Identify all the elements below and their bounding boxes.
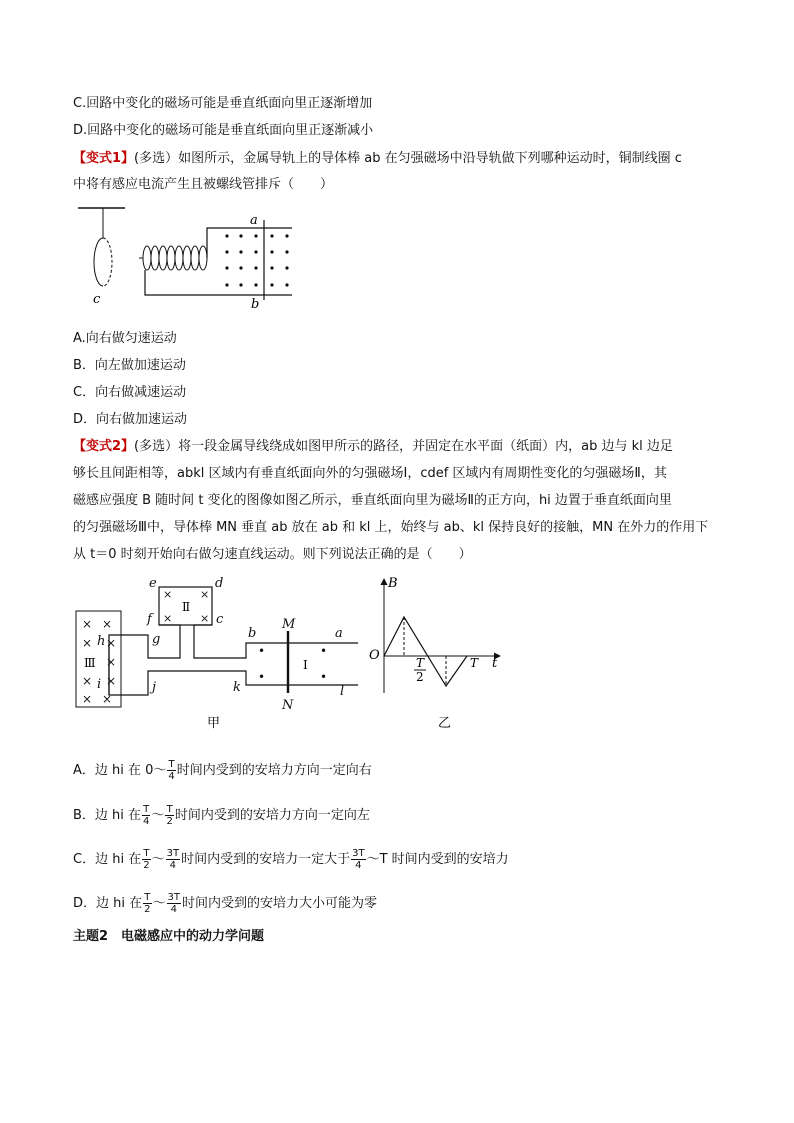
figure-yi <box>364 573 504 733</box>
svg-text:×: × <box>82 617 93 631</box>
wire-right-top <box>194 625 358 658</box>
caption-jia: 甲 <box>207 716 221 731</box>
variant2-option-a: A．边 hi 在 0～ $\frac{T}{4}$ 时间内受到的安培力方向一定向右 <box>73 759 372 782</box>
region3-label: Ⅲ <box>84 656 96 670</box>
svg-text:b: b <box>248 626 257 641</box>
solenoid <box>139 246 207 270</box>
svg-text:a: a <box>335 626 343 641</box>
variant2-text1: (多选）将一段金属导线绕成如图甲所示的路径，并固定在水平面（纸面）内，ab 边与 kl 边足 <box>134 439 673 454</box>
svg-text:c: c <box>216 612 224 627</box>
section-heading: 主题2 电磁感应中的动力学问题 <box>73 929 265 944</box>
svg-text:•: • <box>320 670 328 684</box>
label-b: b <box>251 297 260 310</box>
svg-text:×: × <box>106 636 117 650</box>
variant1-text1: (多选）如图所示，金属导轨上的导体棒 ab 在匀强磁场中沿导轨做下列哪种运动时，铜制线圈 c <box>134 151 682 166</box>
region1-label: Ⅰ <box>303 658 308 672</box>
svg-text:×: × <box>82 674 93 688</box>
jia-labels <box>97 576 344 713</box>
variant2-tag: 【变式2】 <box>73 439 135 454</box>
svg-text:d: d <box>215 576 224 591</box>
svg-text:×: × <box>163 588 173 601</box>
svg-text:k: k <box>233 680 241 695</box>
svg-text:•: • <box>258 644 266 658</box>
field-dots <box>225 234 288 286</box>
variant1-option-c: C．向右做减速运动 <box>73 385 187 400</box>
coil-c-front <box>94 238 103 286</box>
svg-text:×: × <box>82 692 93 706</box>
variant1-option-a: A.向右做匀速运动 <box>73 331 177 346</box>
label-c: c <box>93 292 101 307</box>
svg-text:•: • <box>320 644 328 658</box>
label-a: a <box>250 213 258 228</box>
tick-half-num: T <box>416 656 425 670</box>
variant1-figure <box>73 200 303 310</box>
svg-text:M: M <box>282 617 296 632</box>
svg-text:×: × <box>82 636 93 650</box>
svg-text:j: j <box>152 680 157 695</box>
variant2-stem-line1 <box>73 438 673 456</box>
variant1-tag: 【变式1】 <box>73 151 135 166</box>
variant1-stem-line2: 中将有感应电流产生且被螺线管排斥（ ） <box>73 177 334 192</box>
svg-text:×: × <box>106 674 117 688</box>
tick-half-den: 2 <box>416 670 424 684</box>
svg-text:×: × <box>102 617 113 631</box>
caption-yi: 乙 <box>438 716 452 731</box>
wire-left-top <box>109 625 180 658</box>
svg-text:g: g <box>152 632 161 647</box>
axis-label-t: t <box>492 656 498 671</box>
svg-text:i: i <box>97 677 102 692</box>
svg-text:N: N <box>282 698 294 713</box>
svg-text:×: × <box>163 612 173 625</box>
svg-text:×: × <box>102 692 113 706</box>
b-curve <box>384 617 467 686</box>
region2-label: Ⅱ <box>182 600 191 614</box>
option-c-prev: C.回路中变化的磁场可能是垂直纸面向里正逐渐增加 <box>73 96 373 111</box>
svg-text:×: × <box>106 655 117 669</box>
figure-jia <box>70 573 360 733</box>
variant2-option-c: C．边 hi 在 $\frac{T}{2}$ ～ $\frac{3T}{4}$ 时间内受到的安培力一定大于 $\frac{3T}{4}$ ～T 时间内受到的安培力 <box>73 848 509 871</box>
region1-dots <box>258 644 327 684</box>
svg-text:×: × <box>200 612 210 625</box>
svg-text:•: • <box>258 670 266 684</box>
svg-text:f: f <box>147 612 152 627</box>
option-d-prev: D.回路中变化的磁场可能是垂直纸面向里正逐渐减小 <box>73 123 374 138</box>
svg-text:l: l <box>340 684 345 699</box>
svg-text:h: h <box>97 634 106 649</box>
svg-text:×: × <box>200 588 210 601</box>
variant2-option-d: D．边 hi 在 $\frac{T}{2}$ ～ $\frac{3T}{4}$ 时间内受到的安培力大小可能为零 <box>73 892 378 915</box>
variant2-option-b: B．边 hi 在 $\frac{T}{4}$ ～ $\frac{T}{2}$ 时间内受到的安培力方向一定向左 <box>73 804 370 827</box>
svg-text:e: e <box>149 576 157 591</box>
variant2-stem-line3: 磁感应强度 B 随时间 t 变化的图像如图乙所示，垂直纸面向里为磁场Ⅱ的正方向，hi 边置于垂直纸面向里 <box>73 493 672 508</box>
coil-c-back <box>103 238 112 286</box>
variant2-stem-line2: 够长且间距相等，abkl 区域内有垂直纸面向外的匀强磁场Ⅰ，cdef 区域内有周期性变化的匀强磁场Ⅱ，其 <box>73 466 667 481</box>
axis-label-b: B <box>388 576 398 591</box>
circuit-top <box>207 228 292 258</box>
tick-t: T <box>470 656 479 670</box>
variant1-stem-line1 <box>73 150 682 168</box>
variant2-stem-line5: 从 t＝0 时刻开始向右做匀速直线运动。则下列说法正确的是（ ） <box>73 547 472 562</box>
circuit-bottom <box>145 270 292 295</box>
variant1-option-b: B．向左做加速运动 <box>73 358 186 373</box>
variant2-stem-line4: 的匀强磁场Ⅲ中，导体棒 MN 垂直 ab 放在 ab 和 kl 上，始终与 ab、kl 保持良好的接触，MN 在外力的作用下 <box>73 520 709 535</box>
variant1-option-d: D．向右做加速运动 <box>73 412 188 427</box>
origin-label: O <box>369 648 380 663</box>
